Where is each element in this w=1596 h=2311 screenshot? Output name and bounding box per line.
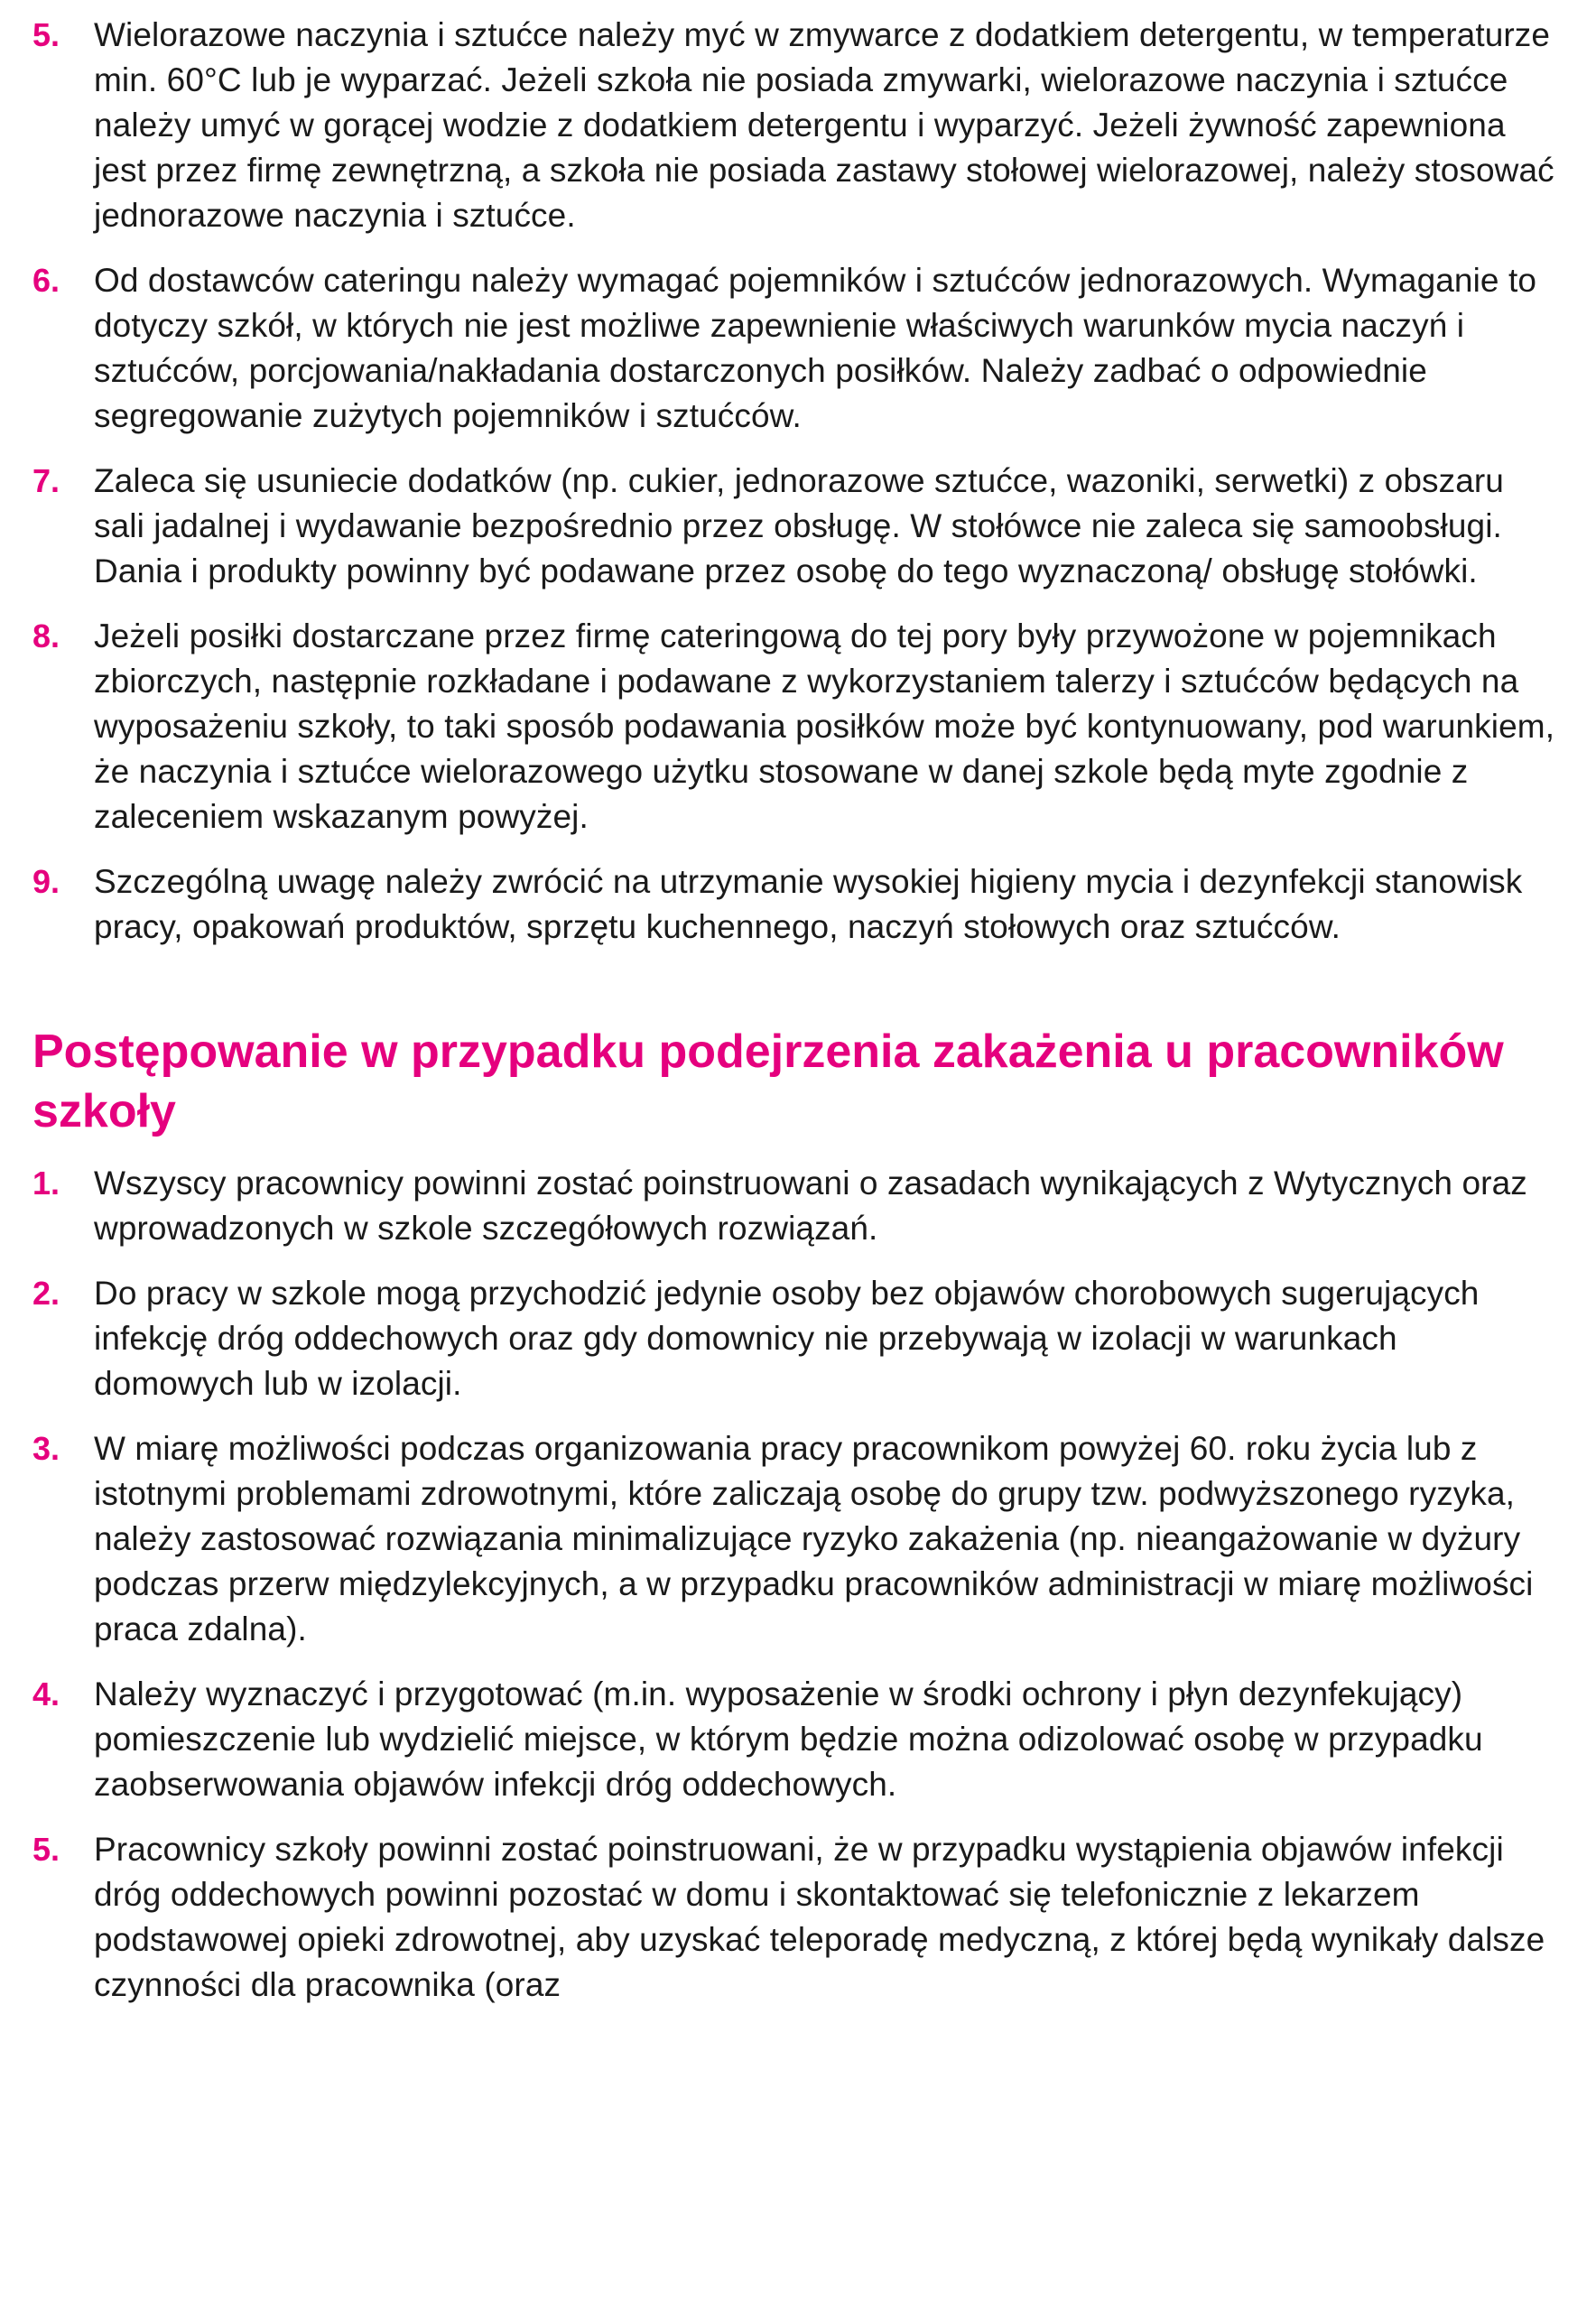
list-item-number: 1. [32,1165,60,1202]
list-item [32,859,1564,950]
list-item-text: Zaleca się usuniecie dodatków (np. cukier, jednorazowe sztućce, wazoniki, serwetki) z obszaru sali jadalnej i wydawanie bezpośrednio przez obsługę. W stołówce nie zaleca się samoobsługi. Dania i produkty powinny być podawane przez osobę do tego wyznaczoną/ obsługę stołówki. [94,462,1504,589]
section-heading: Postępowanie w przypadku podejrzenia zakażenia u pracowników szkoły [32,1026,1504,1137]
list-item-text: Od dostawców cateringu należy wymagać pojemników i sztućców jednorazowych. Wymaganie to dotyczy szkół, w których nie jest możliwe zapewnienie właściwych warunków mycia naczyń i sztućców, porcjowania/nakładania dostarczonych posiłków. Należy zadbać o odpowiednie segregowanie zużytych pojemników i sztućców. [94,262,1537,434]
staff-procedure-list [32,1161,1564,2008]
list-item [32,1827,1564,2008]
list-item-number: 5. [32,16,60,53]
list-item-text: W miarę możliwości podczas organizowania pracy pracownikom powyżej 60. roku życia lub z istotnymi problemami zdrowotnymi, które zaliczają osobę do grupy tzw. podwyższonego ryzyka, należy zastosować rozwiązania minimalizujące ryzyko zakażenia (np. nieangażowanie w dyżury podczas przerw międzylekcyjnych, a w przypadku pracowników administracji w miarę możliwości praca zdalna). [94,1430,1534,1647]
list-item-text: Wszyscy pracownicy powinni zostać poinstruowani o zasadach wynikających z Wytycznych oraz wprowadzonych w szkole szczegółowych rozwiązań. [94,1165,1527,1247]
list-item [32,1672,1564,1807]
list-item-text: Jeżeli posiłki dostarczane przez firmę cateringową do tej pory były przywożone w pojemnikach zbiorczych, następnie rozkładane i podawane z wykorzystaniem talerzy i sztućców będących na wyposażeniu szkoły, to taki sposób podawania posiłków może być kontynuowany, pod warunkiem, że naczynia i sztućce wielorazowego użytku stosowane w danej szkole będą myte zgodnie z zaleceniem wskazanym powyżej. [94,617,1555,835]
list-item-text: Szczególną uwagę należy zwrócić na utrzymanie wysokiej higieny mycia i dezynfekcji stanowisk pracy, opakowań produktów, sprzętu kuchennego, naczyń stołowych oraz sztućców. [94,863,1523,945]
list-item [32,1271,1564,1406]
list-item [32,1426,1564,1652]
list-item-number: 6. [32,262,60,299]
list-item-number: 7. [32,462,60,499]
list-item-number: 5. [32,1831,60,1868]
list-item [32,258,1564,439]
canteen-rules-list [32,13,1564,950]
list-item-number: 3. [32,1430,60,1467]
list-item-number: 4. [32,1675,60,1712]
list-item-text: Wielorazowe naczynia i sztućce należy myć w zmywarce z dodatkiem detergentu, w temperaturze min. 60°C lub je wyparzać. Jeżeli szkoła nie posiada zmywarki, wielorazowe naczynia i sztućce należy umyć w gorącej wodzie z dodatkiem detergentu i wyparzyć. Jeżeli żywność zapewniona jest przez firmę zewnętrzną, a szkoła nie posiada zastawy stołowej wielorazowej, należy stosować jednorazowe naczynia i sztućce. [94,16,1554,234]
list-item-text: Do pracy w szkole mogą przychodzić jedynie osoby bez objawów chorobowych sugerujących infekcję dróg oddechowych oraz gdy domownicy nie przebywają w izolacji w warunkach domowych lub w izolacji. [94,1275,1480,1402]
list-item-number: 9. [32,863,60,900]
list-item [32,614,1564,840]
list-item-number: 8. [32,617,60,654]
list-item-text: Pracownicy szkoły powinni zostać poinstruowani, że w przypadku wystąpienia objawów infekcji dróg oddechowych powinni pozostać w domu i skontaktować się telefonicznie z lekarzem podstawowej opieki zdrowotnej, aby uzyskać teleporadę medyczną, z której będą wynikały dalsze czynności dla pracownika (oraz [94,1831,1545,2003]
list-item [32,1161,1564,1251]
list-item [32,459,1564,594]
list-item-number: 2. [32,1275,60,1312]
list-item [32,13,1564,238]
list-item-text: Należy wyznaczyć i przygotować (m.in. wyposażenie w środki ochrony i płyn dezynfekujący) pomieszczenie lub wydzielić miejsce, w którym będzie można odizolować osobę w przypadku zaobserwowania objawów infekcji dróg oddechowych. [94,1675,1483,1803]
